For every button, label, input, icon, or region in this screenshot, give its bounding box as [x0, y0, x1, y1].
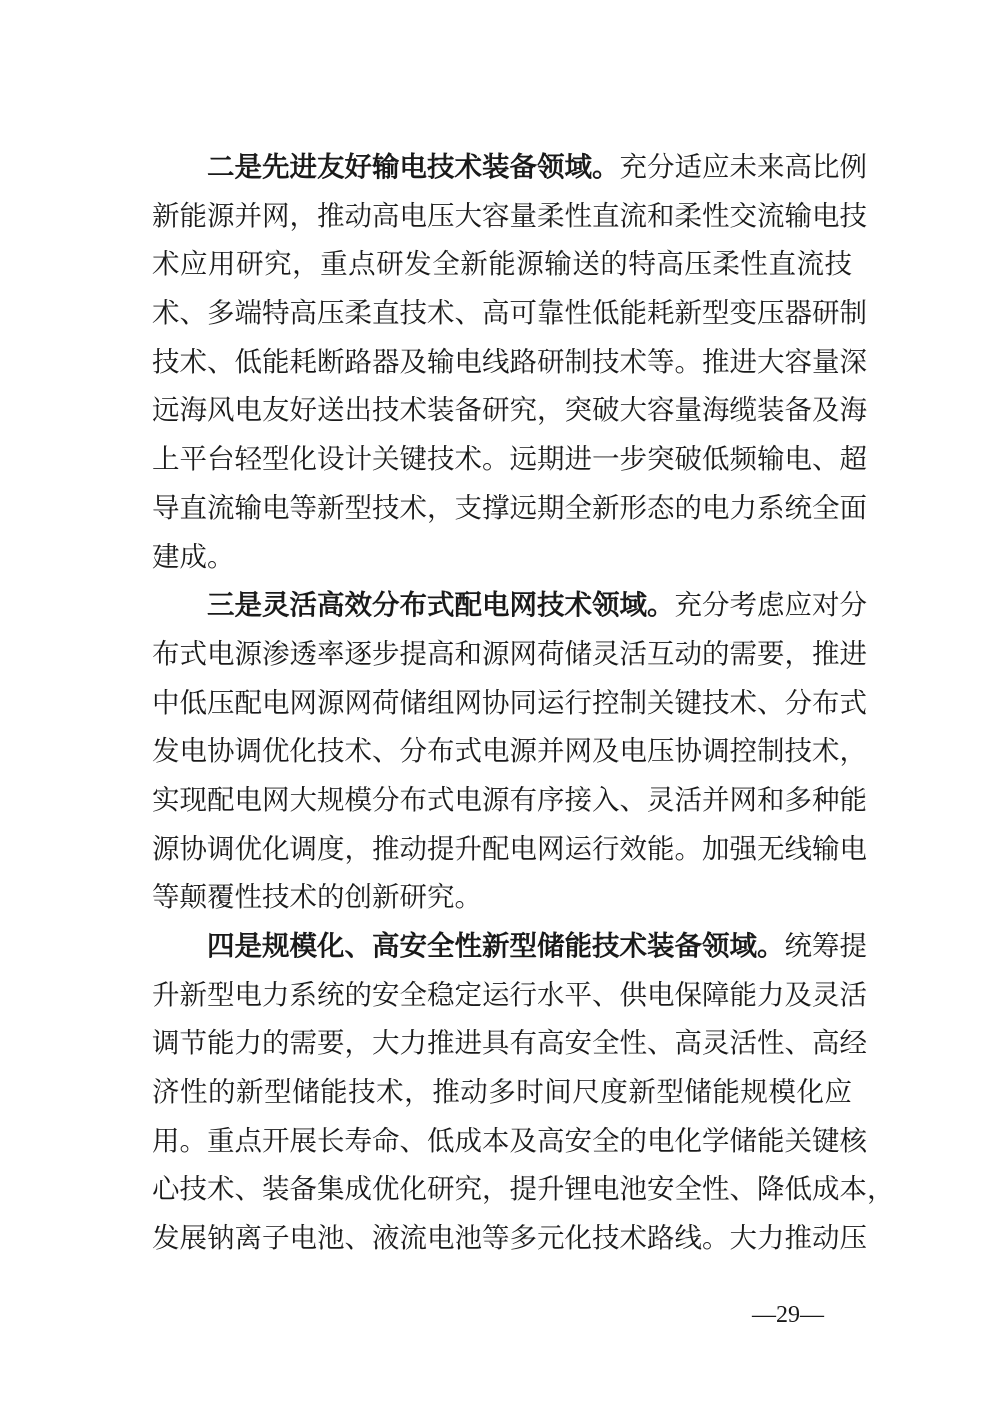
paragraph-3-line-1: [152, 922, 867, 971]
paragraph-2-line-5: 实现配电网大规模分布式电源有序接入、灵活并网和多种能: [152, 783, 867, 816]
paragraph-1-line-2: 新能源并网，推动高电压大容量柔性直流和柔性交流输电技: [152, 199, 867, 232]
paragraph-1-line-3: 术应用研究，重点研发全新能源输送的特高压柔性直流技: [152, 248, 852, 281]
paragraph-1-line-5: 技术、低能耗断路器及输电线路研制技术等。推进大容量深: [152, 345, 867, 378]
paragraph-3-line-5: 用。重点开展长寿命、低成本及高安全的电化学储能关键核: [152, 1124, 867, 1157]
paragraph-3-line-3: 调节能力的需要，大力推进具有高安全性、高灵活性、高经: [152, 1027, 867, 1060]
paragraph-1-line-7: 上平台轻型化设计关键技术。远期进一步突破低频输电、超: [152, 443, 867, 476]
page-number: —29—: [752, 1302, 824, 1328]
paragraph-3-line-2: 升新型电力系统的安全稳定运行水平、供电保障能力及灵活: [152, 978, 867, 1011]
paragraph-2-line-1: [152, 581, 867, 630]
paragraph-2-line-4: 发电协调优化技术、分布式电源并网及电压协调控制技术，: [152, 735, 867, 768]
document-body: [152, 143, 895, 1263]
paragraph-1-line-1: [152, 143, 867, 192]
paragraph-1-line-6: 远海风电友好送出技术装备研究，突破大容量海缆装备及海: [152, 394, 867, 427]
paragraph-3-line-6: 心技术、装备集成优化研究，提升锂电池安全性、降低成本，: [152, 1173, 895, 1206]
paragraph-1-heading: 二是先进友好输电技术装备领域。: [207, 151, 620, 183]
paragraph-3-line-7: 发展钠离子电池、液流电池等多元化技术路线。大力推动压: [152, 1222, 867, 1255]
paragraph-1-text: 充分适应未来高比例: [619, 151, 867, 183]
paragraph-1-line-9: 建成。: [152, 540, 235, 573]
paragraph-1-line-4: 术、多端特高压柔直技术、高可靠性低能耗新型变压器研制: [152, 297, 867, 330]
paragraph-3-heading: 四是规模化、高安全性新型储能技术装备领域。: [207, 930, 785, 962]
paragraph-1-line-8: 导直流输电等新型技术，支撑远期全新形态的电力系统全面: [152, 491, 867, 524]
paragraph-2-line-3: 中低压配电网源网荷储组网协同运行控制关键技术、分布式: [152, 686, 867, 719]
paragraph-2-heading: 三是灵活高效分布式配电网技术领域。: [207, 589, 675, 622]
paragraph-3-text: 统筹提: [784, 930, 867, 962]
paragraph-2-line-6: 源协调优化调度，推动提升配电网运行效能。加强无线输电: [152, 832, 867, 865]
paragraph-2-line-2: 布式电源渗透率逐步提高和源网荷储灵活互动的需要，推进: [152, 637, 867, 670]
paragraph-2-line-7: 等颠覆性技术的创新研究。: [152, 881, 482, 914]
paragraph-2-text: 充分考虑应对分: [674, 589, 867, 622]
paragraph-3-line-4: 济性的新型储能技术，推动多时间尺度新型储能规模化应: [152, 1076, 852, 1109]
